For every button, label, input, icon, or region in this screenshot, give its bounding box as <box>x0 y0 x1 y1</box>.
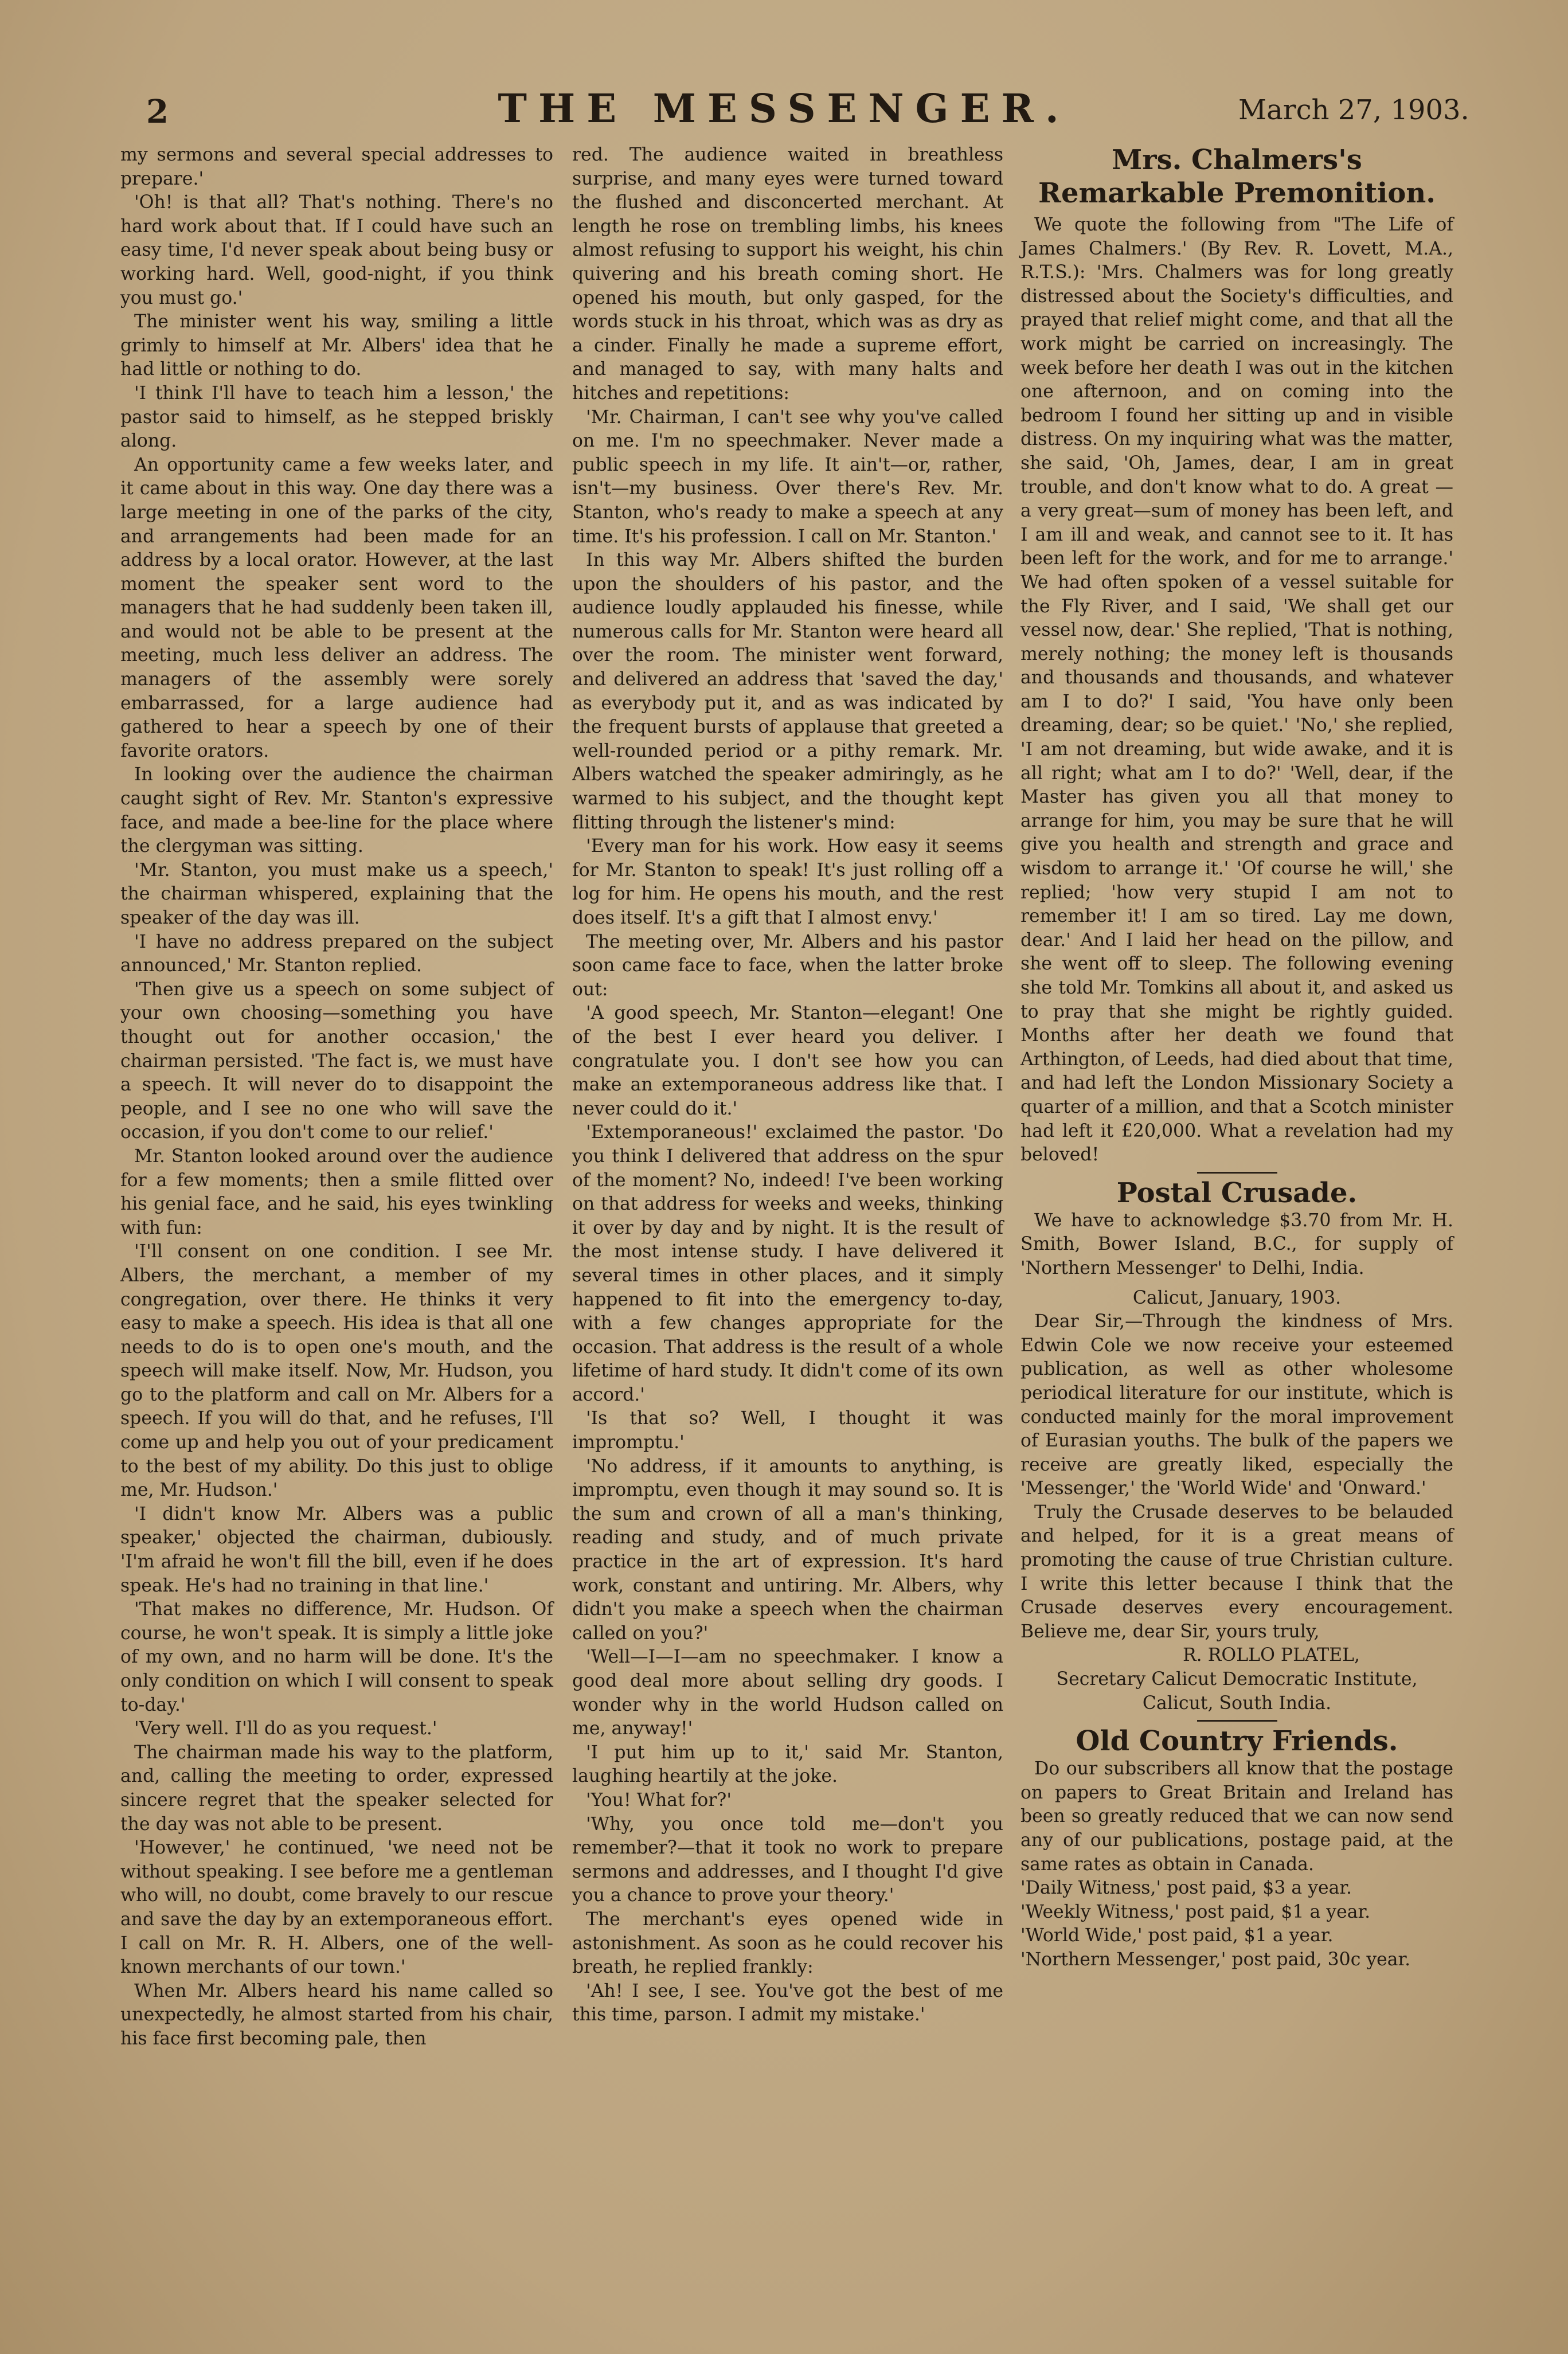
paragraph: The chairman made his way to the platform, and, calling the meeting to order, expressed sincere regret that the speaker selected for the day was not able to be present. <box>120 1742 553 1835</box>
paragraph: The minister went his way, smiling a little grimly to himself at Mr. Albers' idea that he had little or nothing to do. <box>120 311 553 380</box>
letter-signature-title: Secretary Calicut Democratic Institute, <box>1056 1669 1418 1690</box>
paragraph: Mr. Stanton looked around over the audience for a few moments; then a smile flitted over his genial face, and he said, his eyes twinkling with fun: <box>120 1145 553 1238</box>
page-number: 2 <box>146 93 169 131</box>
premonition-article: We quote the following from "The Life of James Chalmers.' (By Rev. R. Lovett, M.A., R.T.S.): 'Mrs. Chalmers was for long greatly distressed about the Society's difficulties, and prayed that relief might come, and that all the work might be carried on increasingly. The week before her death I was out in the kitchen one afternoon, and on coming into the bedroom I found her sitting up and in visible distress. On my inquiring what was the matter, she said, 'Oh, James, dear, I am in great trouble, and don't know what to do. A great —a very great—sum of money has been left, and I am ill and weak, and cannot see to it. It has been left for the work, and for me to arrange.' We had often spoken of a vessel suitable for the Fly River, and I said, 'We shall get our vessel now, dear.' She replied, 'That is nothing, merely nothing; the money left is thousands and thousands and thousands, and whatever am I to do?' I said, 'You have only been dreaming, dear; so be quiet.' 'No,' she replied, 'I am not dreaming, but wide awake, and it is all right; what am I to do?' 'Well, dear, if the Master has given you all that money to arrange for him, you may be sure that he will give you health and strength and grace and wisdom to arrange it.' 'Of course he will,' she replied; 'how very stupid I am not to remember it! I am so tired. Lay me down, dear.' And I laid her head on the pillow, and she went off to sleep. The following evening she told Mr. Tomkins all about it, and asked us to pray that she might be rightly guided. Months after her death we found that Arthington, of Leeds, had died about that time, and had left the London Missionary Society a quarter of a million, and that a Scotch minister had left it £20,000. What a revelation had my beloved! <box>1020 214 1453 1166</box>
paragraph: red. The audience waited in breathless surprise, and many eyes were turned toward the flushed and disconcerted merchant. At length he rose on trembling limbs, his knees almost refusing to support his weight, his chin quivering and his breath coming short. He opened his mouth, but only gasped, for the words stuck in his throat, which was as dry as a cinder. Finally he made a supreme effort, and managed to say, with many halts and hitches and repetitions: <box>572 144 1003 404</box>
masthead <box>0 86 1568 143</box>
old-country-friends-text: Do our subscribers all know that the postage on papers to Great Britain and Ireland has been so greatly reduced that we can now send any of our publications, postage paid, at the same rates as obtain in Canada. <box>1020 1758 1453 1875</box>
paragraph: The meeting over, Mr. Albers and his pastor soon came face to face, when the latter broke out: <box>572 931 1003 1000</box>
paragraph: 'That makes no difference, Mr. Hudson. Of course, he won't speak. It is simply a little joke of my own, and no harm will be done. It's the only condition on which I will consent to speak to-day.' <box>120 1599 553 1715</box>
postal-crusade-heading: Postal Crusade. <box>1116 1176 1358 1209</box>
letter-dateline: Calicut, January, 1903. <box>1132 1287 1342 1308</box>
paragraph: 'Why, you once told me—don't you remember?—that it took no work to prepare sermons and addresses, and I thought I'd give you a chance to prove your theory.' <box>572 1813 1003 1906</box>
section-divider <box>1197 1172 1277 1174</box>
letter-body: Truly the Crusade deserves to be belauded and helped, for it is a great means of promoting the cause of true Christian culture. I write this letter because I think that the Crusade deserves every encouragement. Believe me, dear Sir, yours truly, <box>1020 1501 1453 1642</box>
paragraph: 'Ah! I see, I see. You've got the best of me this time, parson. I admit my mistake.' <box>572 1980 1003 2025</box>
paragraph: 'Very well. I'll do as you request.' <box>134 1718 437 1739</box>
paragraph: 'You! What for?' <box>586 1789 732 1811</box>
paragraph: my sermons and several special addresses to prepare.' <box>120 144 553 189</box>
old-country-friends-heading: Old Country Friends. <box>1076 1725 1398 1758</box>
paragraph: 'I put him up to it,' said Mr. Stanton, laughing heartily at the joke. <box>572 1742 1003 1787</box>
paragraph: When Mr. Albers heard his name called so unexpectedly, he almost started from his chair, his face first becoming pale, then <box>120 1980 553 2049</box>
paragraph: 'I think I'll have to teach him a lesson,' the pastor said to himself, as he stepped briskly along. <box>120 382 553 452</box>
rate-item: 'Daily Witness,' post paid, $3 a year. <box>1020 1878 1352 1899</box>
paragraph: 'Extemporaneous!' exclaimed the pastor. 'Do you think I delivered that address on the spur of the moment? No, indeed! I've been working on that address for weeks and weeks, thinking it over by day and by night. It is the result of the most intense study. I have delivered it several times in other places, and it simply happened to fit into the emergency to-day, with a few changes appropriate for the occasion. That address is the result of a whole lifetime of hard study. It didn't come of its own accord.' <box>572 1122 1003 1405</box>
letter-signature: R. ROLLO PLATEL, <box>1182 1645 1360 1666</box>
paragraph: 'Is that so? Well, I thought it was impromptu.' <box>572 1408 1003 1453</box>
rate-item: 'Weekly Witness,' post paid, $1 a year. <box>1020 1901 1371 1922</box>
postal-crusade-intro: We have to acknowledge $3.70 from Mr. H. Smith, Bower Island, B.C., for supply of 'Northern Messenger' to Delhi, India. <box>1020 1210 1453 1278</box>
issue-date: March 27, 1903. <box>1238 94 1469 126</box>
paragraph: In looking over the audience the chairman caught sight of Rev. Mr. Stanton's expressive face, and made a bee-line for the place where the clergyman was sitting. <box>120 764 553 857</box>
paragraph: 'No address, if it amounts to anything, is impromptu, even though it may sound so. It is the sum and crown of all a man's thinking, reading and study, and of much private practice in the art of expression. It's hard work, constant and untiring. Mr. Albers, why didn't you make a speech when the chairman called on you?' <box>572 1456 1003 1644</box>
rate-item: 'World Wide,' post paid, $1 a year. <box>1020 1925 1334 1946</box>
paragraph: 'I have no address prepared on the subject announced,' Mr. Stanton replied. <box>120 931 553 976</box>
paragraph: 'Mr. Chairman, I can't see why you've called on me. I'm no speechmaker. Never made a public speech in my life. It ain't—or, rather, isn't—my business. Over there's Rev. Mr. Stanton, who's ready to make a speech at any time. It's his profession. I call on Mr. Stanton.' <box>572 406 1003 547</box>
paragraph: 'Every man for his work. How easy it seems for Mr. Stanton to speak! It's just rolling off a log for him. He opens his mouth, and the rest does itself. It's a gift that I almost envy.' <box>572 836 1003 928</box>
column-3-articles <box>1020 143 1453 1972</box>
rate-item: 'Northern Messenger,' post paid, 30c year. <box>1020 1949 1411 1970</box>
paragraph: 'Mr. Stanton, you must make us a speech,' the chairman whispered, explaining that the speaker of the day was ill. <box>120 859 553 928</box>
section-divider <box>1197 1720 1277 1722</box>
letter-signature-place: Calicut, South India. <box>1142 1692 1332 1714</box>
paragraph: The merchant's eyes opened wide in astonishment. As soon as he could recover his breath, he replied frankly: <box>572 1909 1003 1978</box>
paragraph: 'I didn't know Mr. Albers was a public speaker,' objected the chairman, dubiously. 'I'm afraid he won't fill the bill, even if he does speak. He's had no training in that line.' <box>120 1503 553 1596</box>
paragraph: 'However,' he continued, 'we need not be without speaking. I see before me a gentleman who will, no doubt, come bravely to our rescue and save the day by an extemporaneous effort. I call on Mr. R. H. Albers, one of the well-known merchants of our town.' <box>120 1837 553 1978</box>
paragraph: 'A good speech, Mr. Stanton—elegant! One of the best I ever heard you deliver. I congratulate you. I don't see how you can make an extemporaneous address like that. I never could do it.' <box>572 1003 1003 1119</box>
column-2-story <box>572 143 1003 2027</box>
paragraph: 'Oh! is that all? That's nothing. There's no hard work about that. If I could have such an easy time, I'd never speak about being busy or working hard. Well, good-night, if you think you must go.' <box>120 192 553 308</box>
subscription-rates <box>1020 1876 1453 1972</box>
letter-body: Dear Sir,—Through the kindness of Mrs. Edwin Cole we now receive your esteemed publication, as well as other wholesome periodical literature for our institute, which is conducted mainly for the moral improvement of Eurasian youths. The bulk of the papers we receive are greatly liked, especially the 'Messenger,' the 'World Wide' and 'Onward.' <box>1020 1311 1453 1499</box>
column-1-story <box>120 143 553 2051</box>
paragraph: In this way Mr. Albers shifted the burden upon the shoulders of his pastor, and the audience loudly applauded his finesse, while numerous calls for Mr. Stanton were heard all over the room. The minister went forward, and delivered an address that 'saved the day,' as everybody put it, and as was indicated by the frequent bursts of applause that greeted a well-rounded period or a pithy remark. Mr. Albers watched the speaker admiringly, as he warmed to his subject, and the thought kept flitting through the listener's mind: <box>572 550 1003 833</box>
paragraph: 'I'll consent on one condition. I see Mr. Albers, the merchant, a member of my congregation, over there. He thinks it very easy to make a speech. His idea is that all one needs to do is to open one's mouth, and the speech will make itself. Now, Mr. Hudson, you go to the platform and call on Mr. Albers for a speech. If you will do that, and he refuses, I'll come up and help you out of your predicament to the best of my ability. Do this just to oblige me, Mr. Hudson.' <box>120 1241 553 1501</box>
paragraph: An opportunity came a few weeks later, and it came about in this way. One day there was a large meeting in one of the parks of the city, and arrangements had been made for an address by a local orator. However, at the last moment the speaker sent word to the managers that he had suddenly been taken ill, and would not be able to be present at the meeting, much less deliver an address. The managers of the assembly were sorely embarrassed, for a large audience had gathered to hear a speech by one of their favorite orators. <box>120 454 553 761</box>
paragraph: 'Then give us a speech on some subject of your own choosing—something you have thought out for another occasion,' the chairman persisted. 'The fact is, we must have a speech. It will never do to disappoint the people, and I see no one who will save the occasion, if you don't come to our relief.' <box>120 979 553 1143</box>
premonition-heading: Mrs. Chalmers's Remarkable Premonition. <box>1038 144 1436 209</box>
paragraph: 'Well—I—I—am no speechmaker. I know a good deal more about selling dry goods. I wonder why in the world Hudson called on me, anyway!' <box>572 1647 1003 1739</box>
newspaper-title: THE MESSENGER. <box>498 86 1070 132</box>
